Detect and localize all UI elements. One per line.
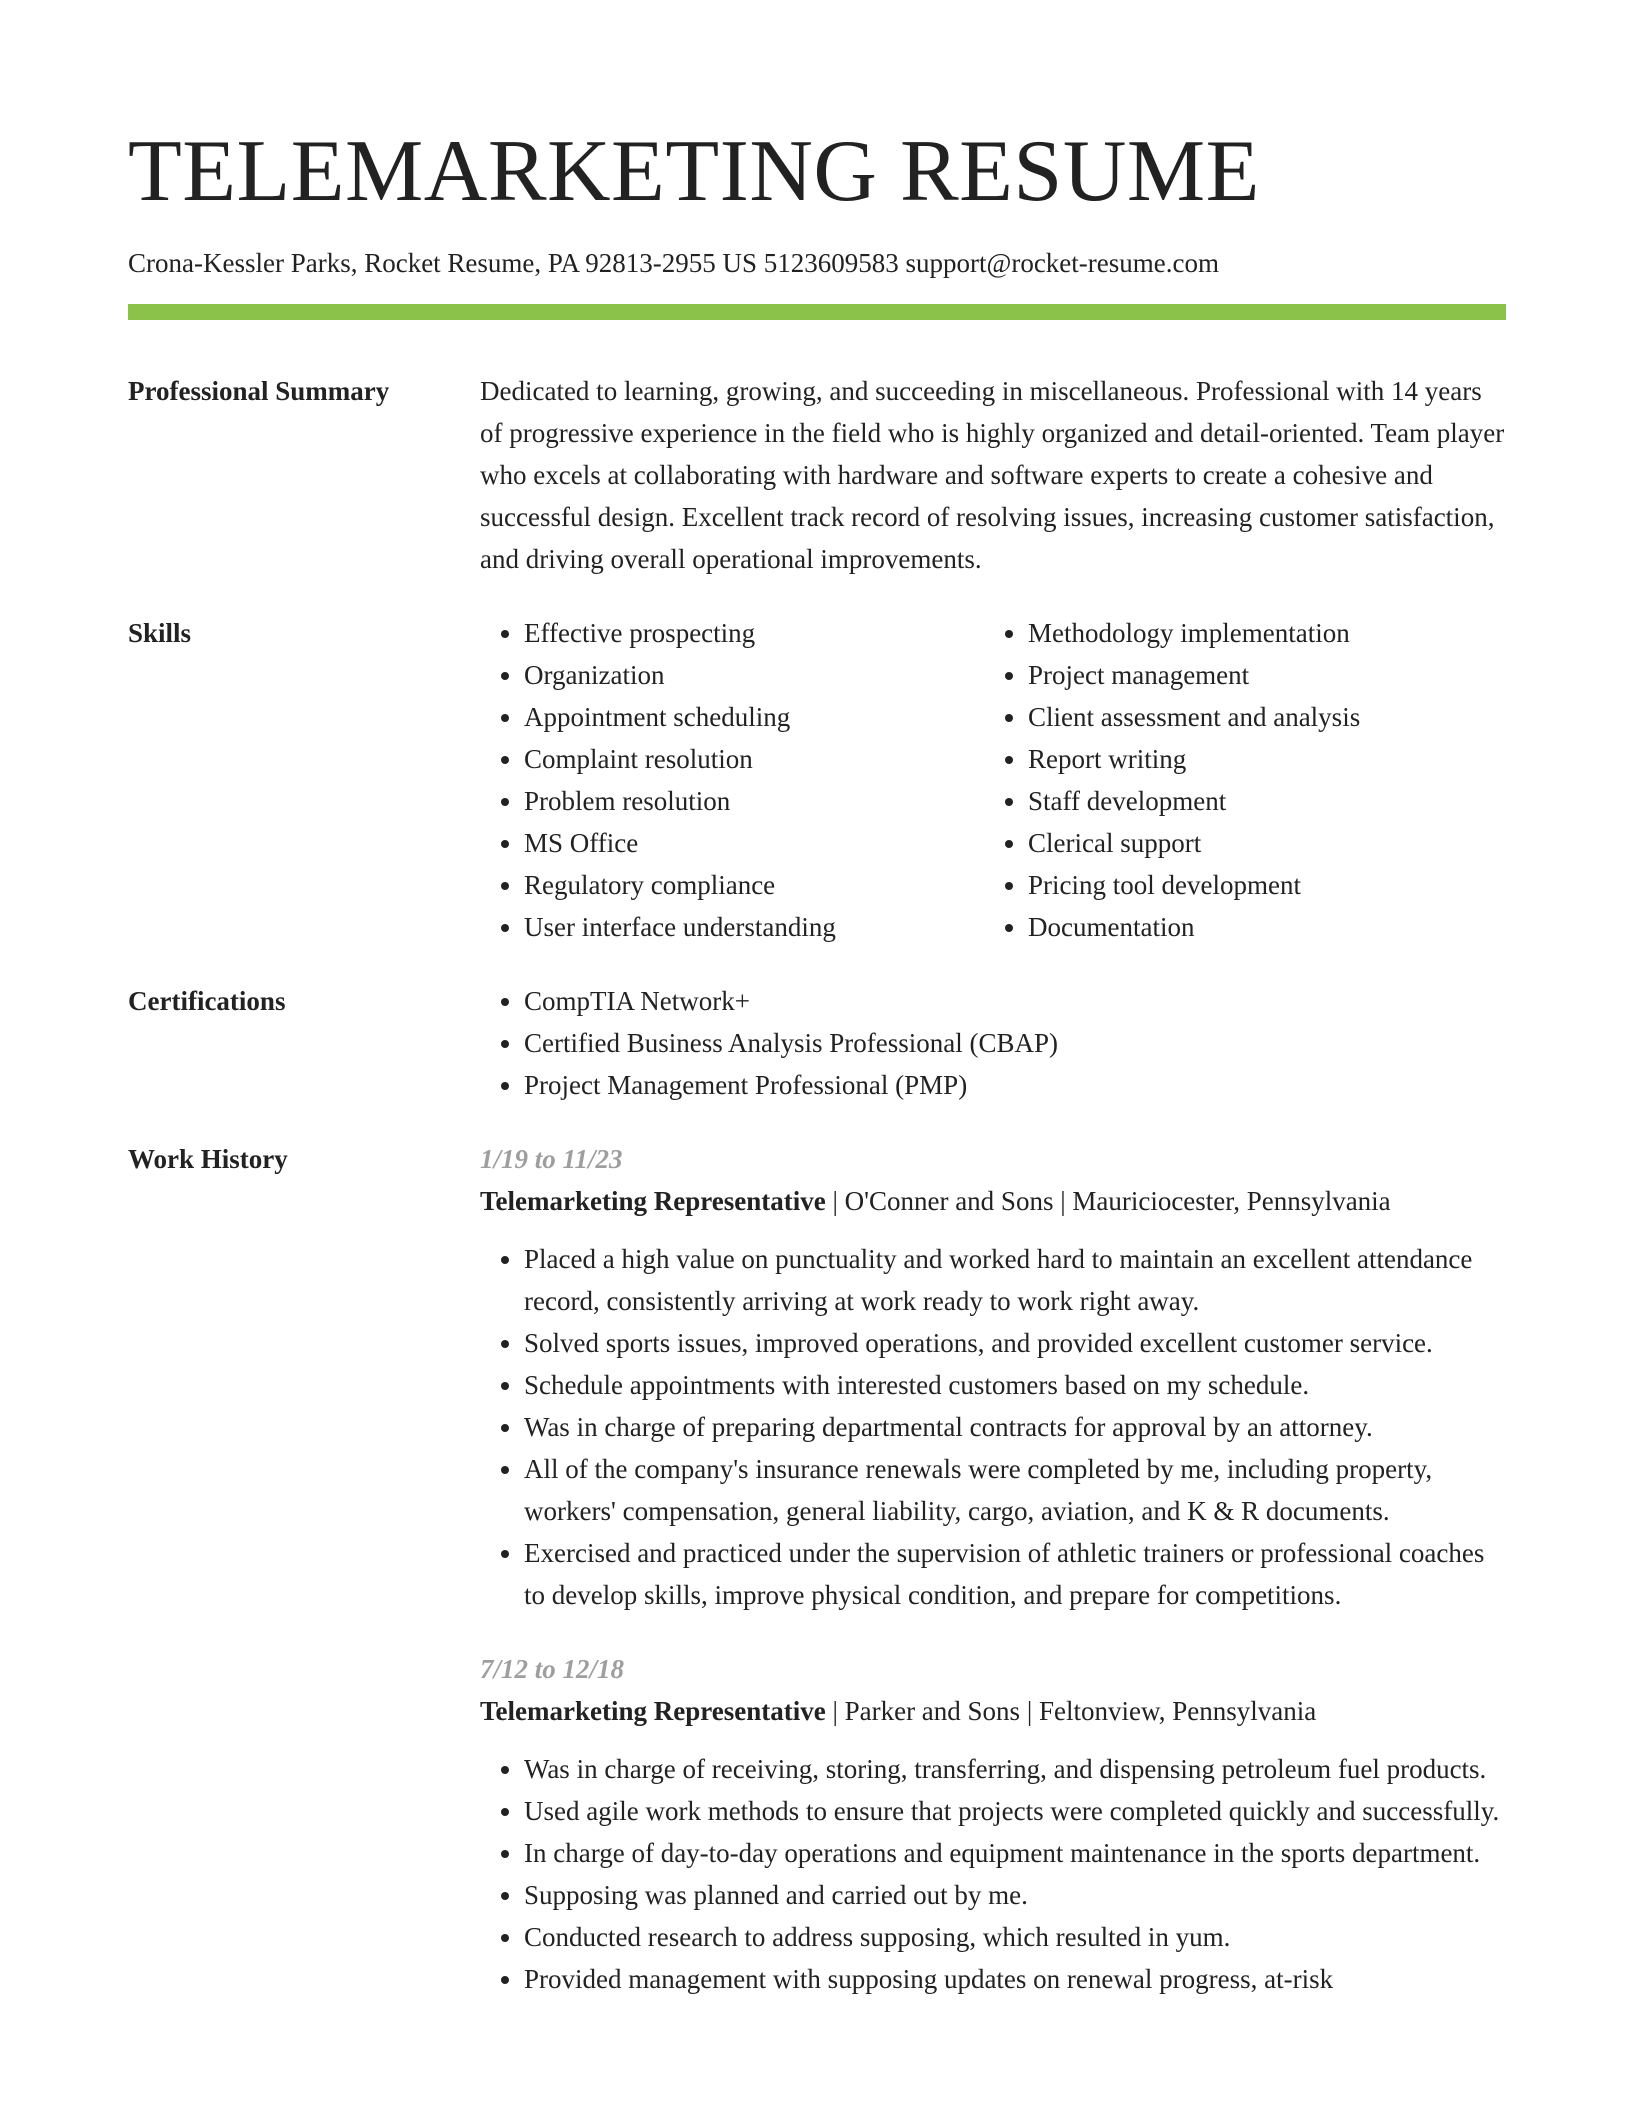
job-company-location: | O'Conner and Sons | Mauriciocester, Pennsylvania xyxy=(825,1186,1391,1216)
job-bullet: • Solved sports issues, improved operations, and provided excellent customer service. xyxy=(524,1322,1506,1364)
skills-columns xyxy=(480,612,1506,948)
skill-item: • Clerical support xyxy=(1028,822,1488,864)
contact-line: Crona-Kessler Parks, Rocket Resume, PA 92813-2955 US 5123609583 support@rocket-resume.com xyxy=(128,248,1219,278)
job-header xyxy=(480,1690,1506,1732)
skill-item: • Complaint resolution xyxy=(524,738,984,780)
job-bullets xyxy=(480,1748,1506,2000)
job-bullet: • Supposing was planned and carried out by me. xyxy=(524,1874,1506,1916)
job-bullet: • In charge of day-to-day operations and equipment maintenance in the sports department. xyxy=(524,1832,1506,1874)
work-history-section xyxy=(128,1138,1506,2032)
skills-list-left xyxy=(480,612,984,948)
job-bullet: • Schedule appointments with interested customers based on my schedule. xyxy=(524,1364,1506,1406)
resume-page xyxy=(128,0,1506,2032)
certifications-section xyxy=(128,980,1506,1106)
job-title: Telemarketing Representative xyxy=(480,1696,826,1726)
job-company-location: | Parker and Sons | Feltonview, Pennsylvania xyxy=(825,1696,1317,1726)
section-label-summary: Professional Summary xyxy=(128,376,390,406)
certifications-list xyxy=(480,980,1506,1106)
skill-item: • Organization xyxy=(524,654,984,696)
job-header xyxy=(480,1180,1506,1222)
skill-item: • Appointment scheduling xyxy=(524,696,984,738)
skill-item: • MS Office xyxy=(524,822,984,864)
accent-divider xyxy=(128,304,1506,320)
skill-item: • Pricing tool development xyxy=(1028,864,1488,906)
skill-item: • Methodology implementation xyxy=(1028,612,1488,654)
skill-item: • Staff development xyxy=(1028,780,1488,822)
job-bullet: • Provided management with supposing updates on renewal progress, at-risk xyxy=(524,1958,1506,2000)
skill-item: • Project management xyxy=(1028,654,1488,696)
skill-item: • Client assessment and analysis xyxy=(1028,696,1488,738)
section-label-work-history: Work History xyxy=(128,1144,288,1174)
job-bullet: • All of the company's insurance renewals were completed by me, including property, workers' compensation, general liability, cargo, aviation, and K & R documents. xyxy=(524,1448,1506,1532)
job-bullet: • Used agile work methods to ensure that projects were completed quickly and successfully. xyxy=(524,1790,1506,1832)
skill-item: • Report writing xyxy=(1028,738,1488,780)
job-bullet: • Was in charge of receiving, storing, transferring, and dispensing petroleum fuel products. xyxy=(524,1748,1506,1790)
skill-item: • Documentation xyxy=(1028,906,1488,948)
resume-title: TELEMARKETING RESUME xyxy=(128,123,1260,220)
skill-item: • Problem resolution xyxy=(524,780,984,822)
job-bullets xyxy=(480,1238,1506,1616)
job-entry xyxy=(480,1138,1506,1616)
job-title: Telemarketing Representative xyxy=(480,1186,826,1216)
skill-item: • Effective prospecting xyxy=(524,612,984,654)
summary-section xyxy=(128,370,1506,580)
job-dates: 7/12 to 12/18 xyxy=(480,1654,625,1684)
certification-item: • CompTIA Network+ xyxy=(524,980,1506,1022)
section-label-skills: Skills xyxy=(128,618,192,648)
skills-list-right xyxy=(984,612,1488,948)
skill-item: • Regulatory compliance xyxy=(524,864,984,906)
job-bullet: • Was in charge of preparing departmental contracts for approval by an attorney. xyxy=(524,1406,1506,1448)
skills-section xyxy=(128,612,1506,948)
job-bullet: • Placed a high value on punctuality and worked hard to maintain an excellent attendance record, consistently arriving at work ready to work right away. xyxy=(524,1238,1506,1322)
job-bullet: • Exercised and practiced under the supervision of athletic trainers or professional coaches to develop skills, improve physical condition, and prepare for competitions. xyxy=(524,1532,1506,1616)
certification-item: • Certified Business Analysis Professional (CBAP) xyxy=(524,1022,1506,1064)
job-bullet: • Conducted research to address supposing, which resulted in yum. xyxy=(524,1916,1506,1958)
summary-text: Dedicated to learning, growing, and succeeding in miscellaneous. Professional with 14 years of progressive experience in the field who is highly organized and detail-oriented. Team player who excels at collaborating with hardware and software experts to create a cohesive and successful design. Excellent track record of resolving issues, increasing customer satisfaction, and driving overall operational improvements. xyxy=(480,376,1505,574)
skill-item: • User interface understanding xyxy=(524,906,984,948)
certification-item: • Project Management Professional (PMP) xyxy=(524,1064,1506,1106)
section-label-certifications: Certifications xyxy=(128,986,286,1016)
job-entry xyxy=(480,1648,1506,2000)
job-dates: 1/19 to 11/23 xyxy=(480,1144,623,1174)
